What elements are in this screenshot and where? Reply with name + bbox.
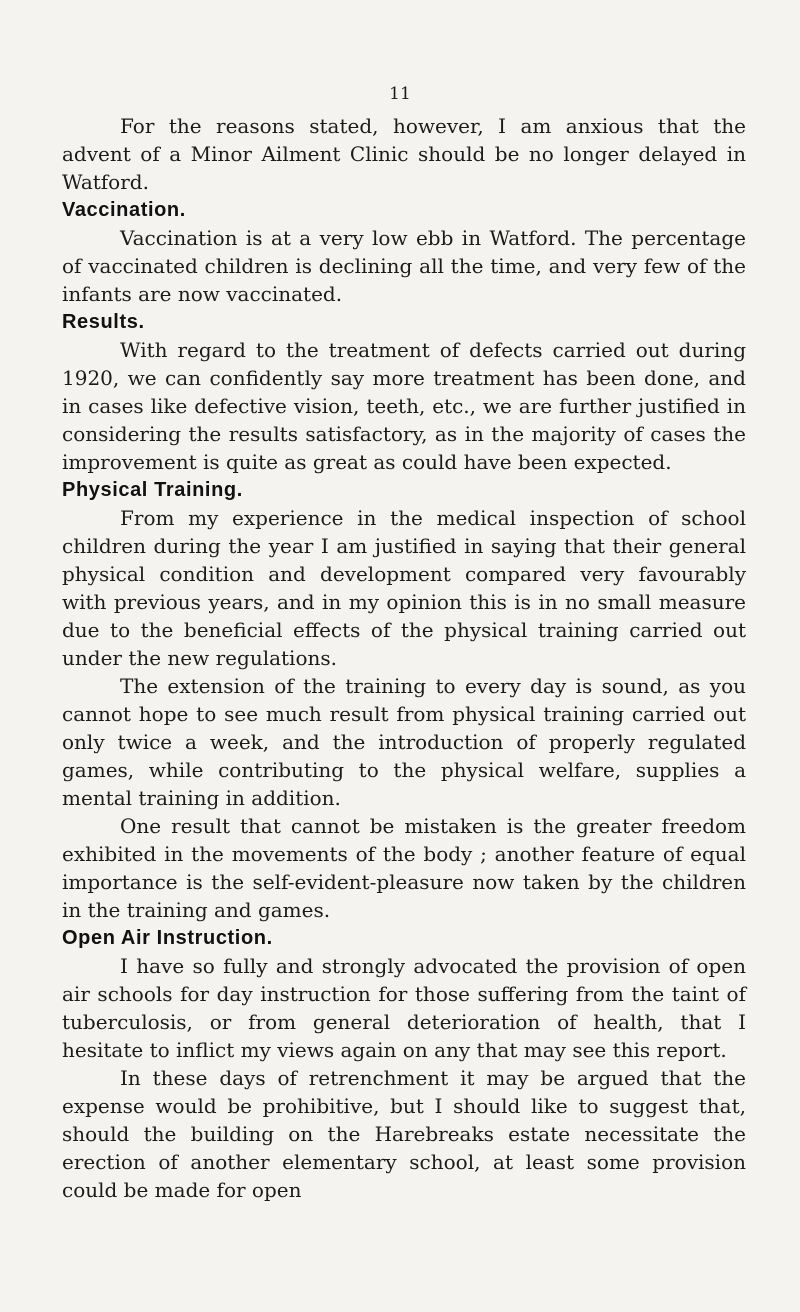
intro-paragraph: For the reasons stated, however, I am anxious that the advent of a Minor Ailment Clinic should be no longer delayed in Watford. bbox=[62, 114, 746, 194]
section-physical-training bbox=[62, 476, 746, 924]
section-heading-physical-training: Physical Training. bbox=[62, 479, 243, 501]
page-number: 11 bbox=[389, 84, 411, 104]
section-vaccination bbox=[62, 196, 746, 308]
section-heading-results: Results. bbox=[62, 311, 145, 333]
paragraph-physical-training-3: One result that cannot be mistaken is the greater freedom exhibited in the movements of the body ; another feature of equal importance is the self-evident-pleasure now taken by the children in the training and games. bbox=[62, 814, 746, 922]
paragraph-vaccination: Vaccination is at a very low ebb in Watford. The percentage of vaccinated children is declining all the time, and very few of the infants are now vaccinated. bbox=[62, 226, 746, 306]
paragraph-physical-training-1: From my experience in the medical inspection of school children during the year I am justified in saying that their general physical condition and development compared very favourably with previous years, and in my opinion this is in no small measure due to the beneficial effects of the physical training carried out under the new regulations. bbox=[62, 506, 746, 670]
section-results bbox=[62, 308, 746, 476]
section-open-air-instruction bbox=[62, 924, 746, 1204]
paragraph-physical-training-2: The extension of the training to every day is sound, as you cannot hope to see much result from physical training carried out only twice a week, and the introduction of properly regulated games, while contributing to the physical welfare, supplies a mental training in addition. bbox=[62, 674, 746, 810]
paragraph-open-air-instruction-1: I have so fully and strongly advocated the provision of open air schools for day instruction for those suffering from the taint of tuberculosis, or from general deterioration of health, that I hesitate to inflict my views again on any that may see this report. bbox=[62, 954, 746, 1062]
section-heading-vaccination: Vaccination. bbox=[62, 199, 186, 221]
paragraph-open-air-instruction-2: In these days of retrenchment it may be argued that the expense would be prohibitive, but I should like to suggest that, should the building on the Harebreaks estate necessitate the erection of another elementary school, at least some provision could be made for open bbox=[62, 1066, 746, 1202]
paragraph-results: With regard to the treatment of defects carried out during 1920, we can confidently say more treatment has been done, and in cases like defective vision, teeth, etc., we are further justified in considering the results satisfactory, as in the majority of cases the improvement is quite as great as could have been expected. bbox=[62, 338, 746, 474]
section-heading-open-air-instruction: Open Air Instruction. bbox=[62, 927, 273, 949]
